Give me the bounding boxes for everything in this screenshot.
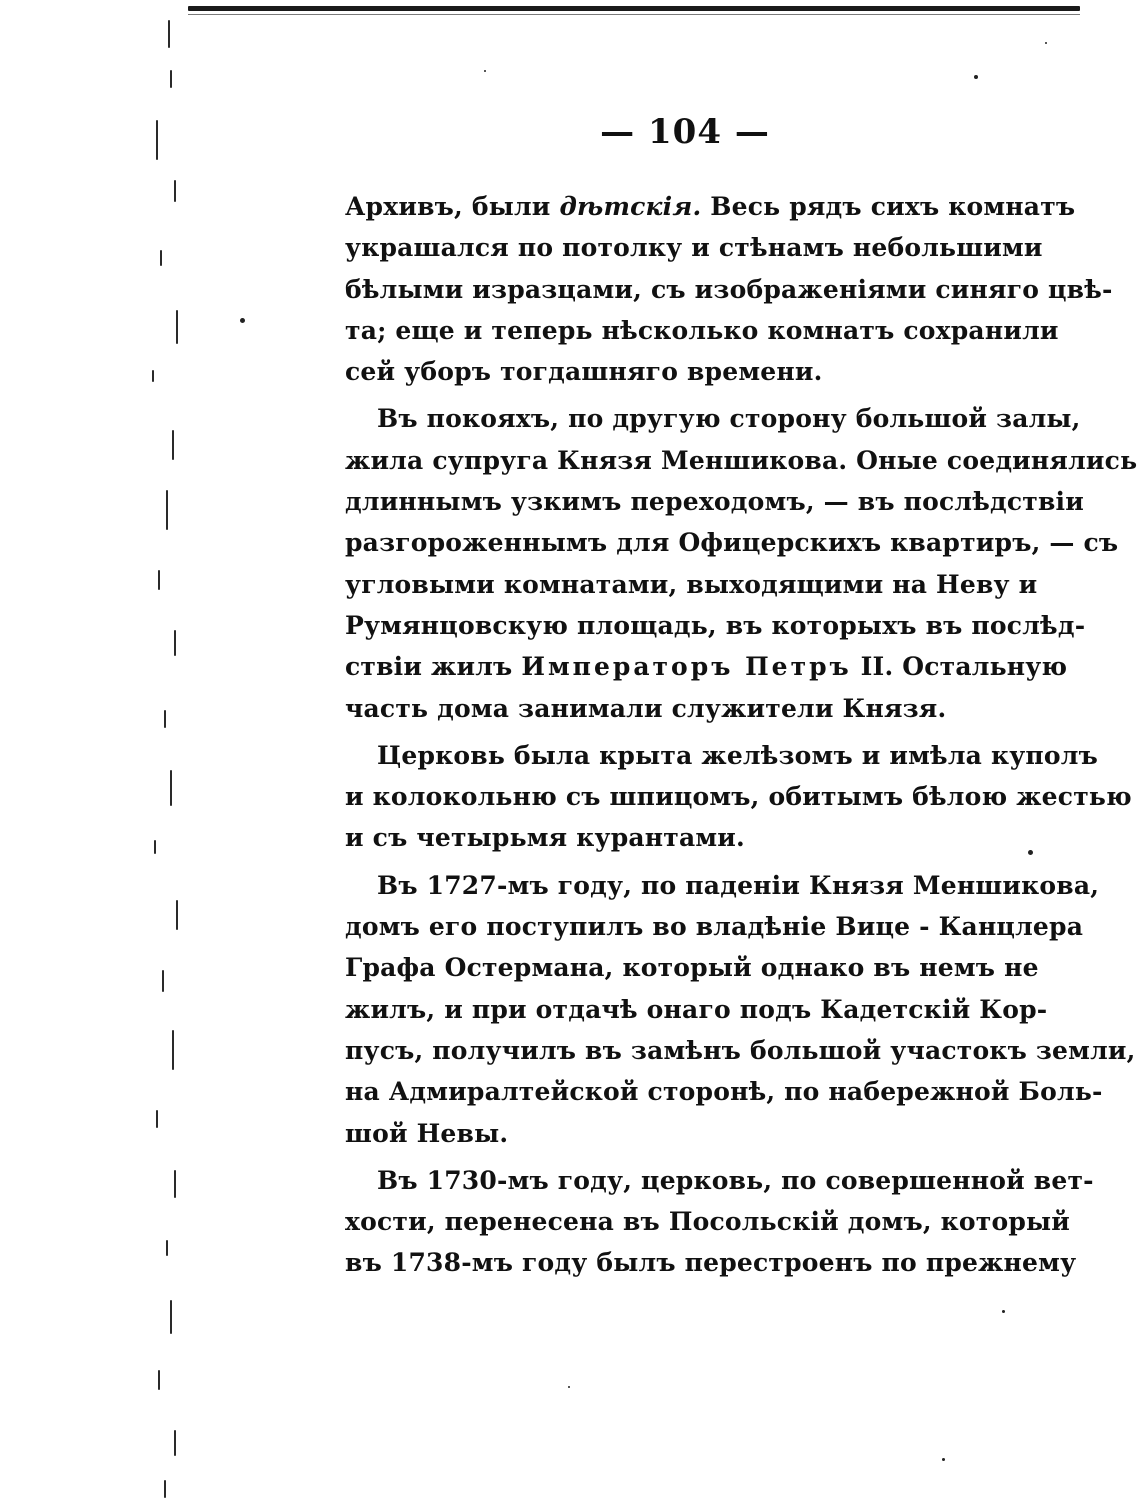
text-run: та; еще и теперь нѣсколько комнатъ сохранили xyxy=(345,315,1059,345)
text-run: угловыми комнатами, выходящими на Неву и xyxy=(345,569,1038,599)
binding-mark xyxy=(166,490,168,530)
text-run: жила супруга Князя Меншикова. Оные соединялись xyxy=(345,445,1138,475)
binding-mark xyxy=(174,1170,176,1198)
text-run: Церковь была крыта желѣзомъ и имѣла куполъ xyxy=(377,740,1098,770)
text-run: украшался по потолку и стѣнамъ небольшими xyxy=(345,233,1043,263)
paragraph xyxy=(345,186,1113,392)
binding-mark xyxy=(174,630,176,656)
scan-speck xyxy=(240,318,245,323)
binding-mark xyxy=(170,770,172,806)
text-line xyxy=(345,865,1100,906)
text-run: и колокольню съ шпицомъ, обитымъ бѣлою жестью xyxy=(345,782,1132,812)
text-run: хости, перенесена въ Посольскій домъ, который xyxy=(345,1207,1071,1237)
text-run: бѣлыми изразцами, съ изображеніями синяго цвѣ- xyxy=(345,274,1113,304)
text-line xyxy=(345,564,1038,605)
text-line xyxy=(345,1160,1094,1201)
paragraph xyxy=(345,865,1136,1154)
text-run: на Адмиралтейской сторонѣ, по набережной Боль- xyxy=(345,1077,1103,1107)
binding-mark xyxy=(158,1370,160,1390)
text-run: шой Невы. xyxy=(345,1118,509,1148)
text-line xyxy=(345,1242,1077,1283)
text-run: Румянцовскую площадь, въ которыхъ въ послѣд- xyxy=(345,610,1086,640)
binding-mark xyxy=(158,570,160,590)
body-text xyxy=(345,186,1138,1284)
binding-mark xyxy=(170,70,172,88)
text-line xyxy=(345,605,1086,646)
text-line xyxy=(345,646,1068,687)
text-run: ствіи жилъ xyxy=(345,652,522,682)
text-line xyxy=(345,947,1039,988)
text-line xyxy=(345,1030,1136,1071)
binding-mark xyxy=(166,1240,168,1256)
text-run: домъ его поступилъ во владѣніе Вице - Канцлера xyxy=(345,912,1084,942)
text-run: Архивъ, были xyxy=(345,192,560,221)
spaced-title: Императоръ Петръ xyxy=(521,652,852,682)
text-line xyxy=(345,398,1081,439)
scan-speck xyxy=(1028,850,1033,855)
text-run: длиннымъ узкимъ переходомъ, — въ послѣдствіи xyxy=(345,487,1084,517)
binding-mark xyxy=(176,310,178,344)
text-line xyxy=(345,735,1098,776)
text-line xyxy=(345,440,1138,481)
binding-mark xyxy=(156,120,158,160)
text-run: Весь рядъ сихъ комнатъ xyxy=(701,192,1076,221)
top-edge-rule xyxy=(188,6,1080,11)
text-run: пусъ, получилъ въ замѣнъ большой участокъ земли, xyxy=(345,1035,1136,1065)
paragraph xyxy=(345,398,1138,728)
text-line xyxy=(345,481,1084,522)
binding-mark xyxy=(164,710,166,728)
paragraph xyxy=(345,1160,1094,1284)
text-run: жилъ, и при отдачѣ онаго подъ Кадетскій Кор- xyxy=(345,994,1048,1024)
text-run: II. Остальную xyxy=(851,652,1068,682)
text-run: и съ четырьмя курантами. xyxy=(345,823,745,853)
scan-speck xyxy=(484,70,486,72)
emphasized-word: дѣтскія. xyxy=(559,192,702,221)
binding-mark xyxy=(176,900,178,930)
binding-edge-marks xyxy=(130,10,200,1500)
binding-mark xyxy=(172,430,174,460)
scan-speck xyxy=(974,75,978,79)
binding-mark xyxy=(164,1480,166,1498)
text-line xyxy=(345,269,1113,310)
text-line xyxy=(345,310,1059,351)
binding-mark xyxy=(152,370,154,382)
text-line xyxy=(345,186,1076,227)
binding-mark xyxy=(162,970,164,992)
binding-mark xyxy=(156,1110,158,1128)
binding-mark xyxy=(174,180,176,202)
binding-mark xyxy=(174,1430,176,1456)
page-number: — 104 — xyxy=(600,112,770,152)
text-line xyxy=(345,1071,1103,1112)
binding-mark xyxy=(154,840,156,854)
text-run: Въ 1727-мъ году, по паденіи Князя Меншикова, xyxy=(377,870,1100,900)
binding-mark xyxy=(172,1030,174,1070)
text-line xyxy=(345,522,1119,563)
text-line xyxy=(345,351,1035,392)
scan-speck xyxy=(942,1458,945,1461)
scan-speck xyxy=(1045,42,1047,44)
text-line xyxy=(345,817,1035,858)
text-line xyxy=(345,227,1043,268)
text-line xyxy=(345,776,1132,817)
scan-speck xyxy=(568,1386,570,1388)
text-line xyxy=(345,1113,1035,1154)
text-run: Графа Остермана, который однако въ немъ не xyxy=(345,953,1039,983)
text-run: Въ покояхъ, по другую сторону большой залы, xyxy=(377,404,1081,434)
text-run: разгороженнымъ для Офицерскихъ квартиръ, — съ xyxy=(345,528,1119,558)
text-line xyxy=(345,989,1048,1030)
binding-mark xyxy=(160,250,162,266)
scan-speck xyxy=(1002,1310,1005,1313)
binding-mark xyxy=(170,1300,172,1334)
text-line xyxy=(345,906,1084,947)
text-line xyxy=(345,688,1035,729)
text-run: часть дома занимали служители Князя. xyxy=(345,693,947,723)
text-line xyxy=(345,1201,1071,1242)
text-run: сей уборъ тогдашняго времени. xyxy=(345,357,823,387)
text-run: Въ 1730-мъ году, церковь, по совершенной вет- xyxy=(377,1165,1094,1195)
top-edge-hairline xyxy=(188,14,1080,15)
paragraph xyxy=(345,735,1132,859)
binding-mark xyxy=(168,20,170,48)
text-run: въ 1738-мъ году былъ перестроенъ по прежнему xyxy=(345,1248,1077,1278)
